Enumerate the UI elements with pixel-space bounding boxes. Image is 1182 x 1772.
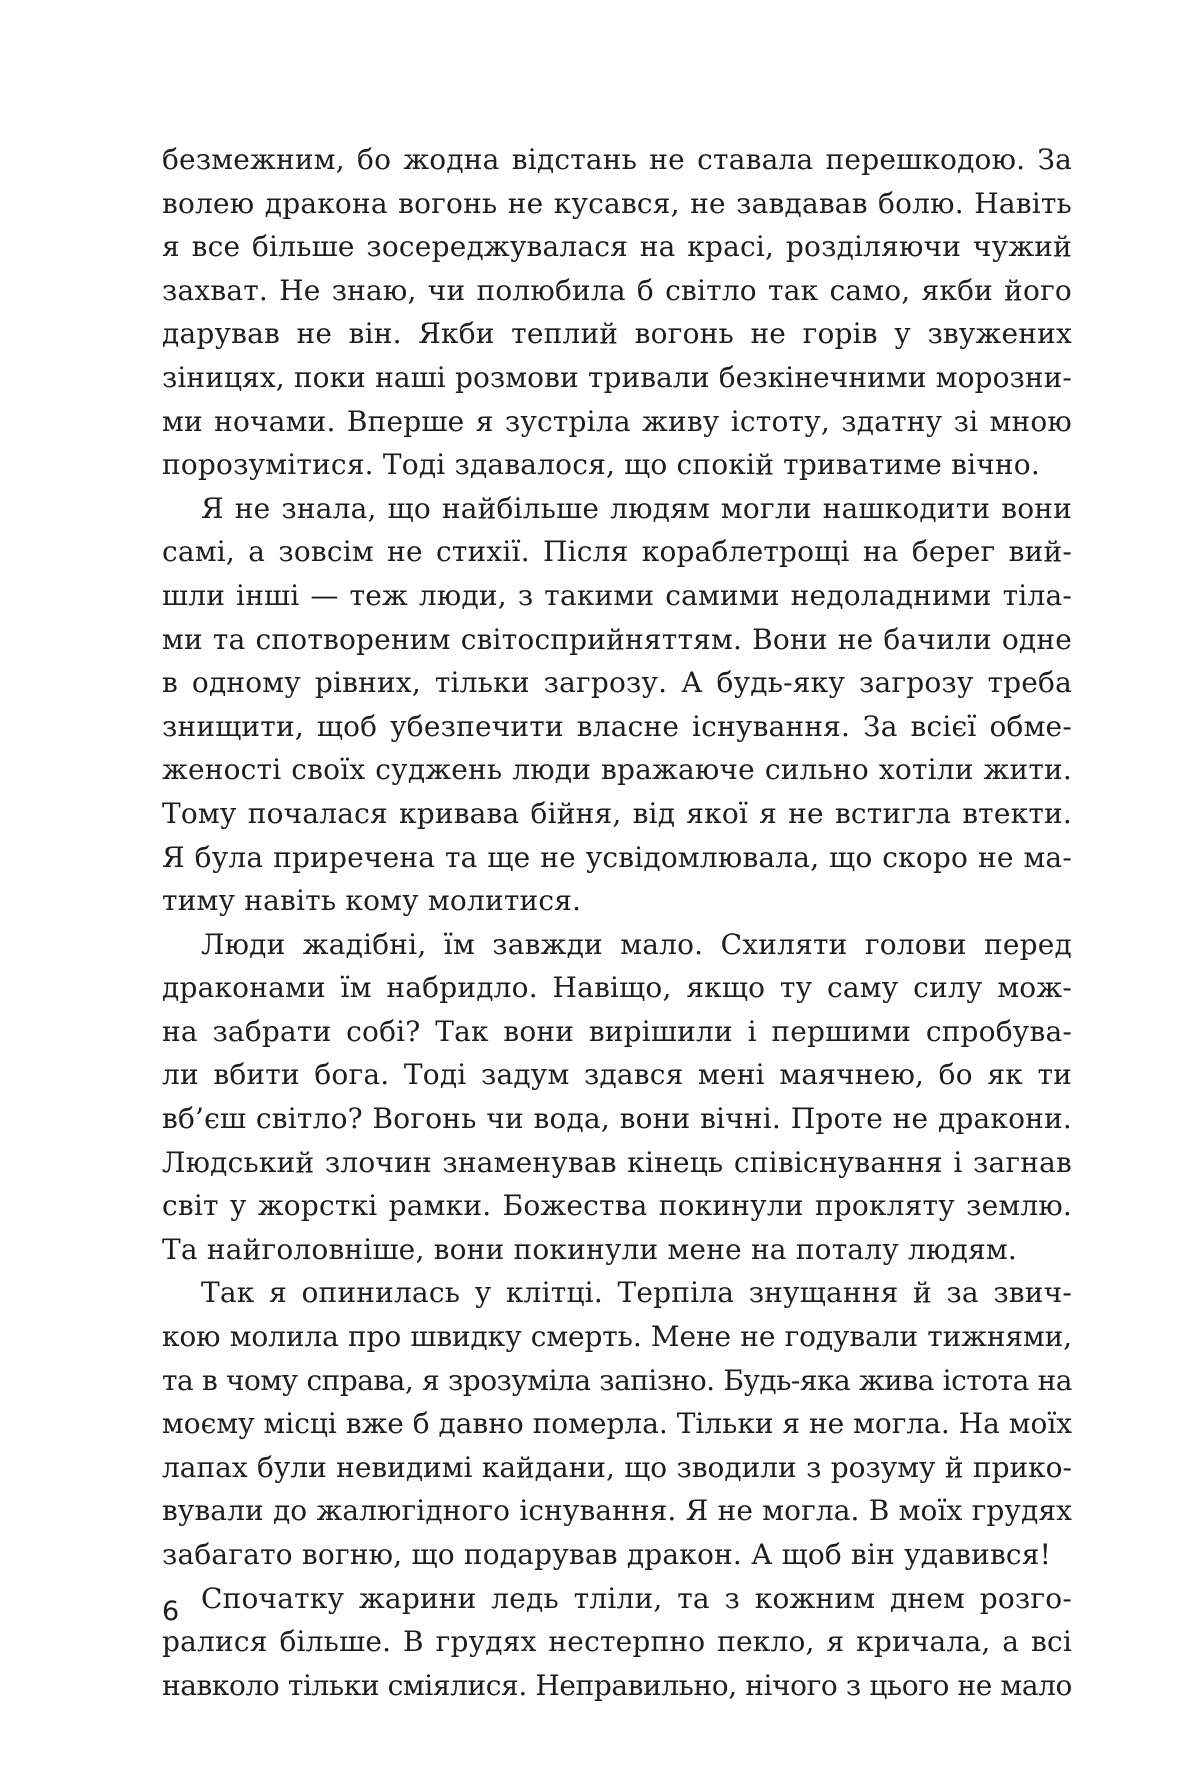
text-line: женості своїх суджень люди вражаюче сильно хотіли жити. bbox=[162, 753, 1072, 787]
text-line: Тому почалася кривава бійня, від якої я не встигла втекти. bbox=[162, 796, 1072, 830]
text-line: волею дракона вогонь не кусався, не завдавав болю. Навіть bbox=[162, 186, 1072, 220]
text-line: Я була приречена та ще не усвідомлювала, що скоро не ма- bbox=[162, 840, 1072, 874]
text-line: світ у жорсткі рамки. Божества покинули прокляту землю. bbox=[162, 1189, 1072, 1223]
body-text bbox=[162, 138, 1072, 1707]
text-line: Спочатку жарини ледь тліли, та з кожним днем розго- bbox=[201, 1581, 1072, 1615]
text-line: самі, а зовсім не стихії. Після кораблетрощі на берег вий- bbox=[162, 535, 1072, 569]
paragraph bbox=[162, 1271, 1072, 1576]
text-line: ли вбити бога. Тоді задум здався мені маячнею, бо як ти bbox=[162, 1058, 1072, 1092]
text-line: драконами їм набридло. Навіщо, якщо ту саму силу мож- bbox=[162, 971, 1072, 1005]
text-line: Та найголовніше, вони покинули мене на поталу людям. bbox=[162, 1232, 1018, 1266]
page-number: 6 bbox=[162, 1596, 180, 1627]
text-line: на забрати собі? Так вони вирішили і першими спробува- bbox=[162, 1014, 1072, 1048]
text-line: Так я опинилась у клітці. Терпіла знущання й за звич- bbox=[201, 1276, 1072, 1310]
text-line: знищити, щоб убезпечити власне існування. За всієї обме- bbox=[162, 709, 1072, 743]
paragraph bbox=[162, 1577, 1072, 1708]
paragraph bbox=[162, 138, 1072, 487]
text-line: порозумітися. Тоді здавалося, що спокій триватиме вічно. bbox=[162, 448, 1040, 482]
text-line: ралися більше. В грудях нестерпно пекло, я кричала, а всі bbox=[162, 1625, 1072, 1659]
paragraph bbox=[162, 923, 1072, 1272]
text-line: вували до жалюгідного існування. Я не могла. В моїх грудях bbox=[162, 1494, 1072, 1528]
text-line: тиму навіть кому молитися. bbox=[162, 884, 582, 918]
text-line: я все більше зосереджувалася на красі, розділяючи чужий bbox=[162, 230, 1072, 264]
text-line: шли інші — теж люди, з такими самими недоладними тіла- bbox=[162, 578, 1072, 612]
text-line: в одному рівних, тільки загрозу. А будь-яку загрозу треба bbox=[162, 666, 1072, 700]
text-line: зіницях, поки наші розмови тривали безкінечними морозни- bbox=[162, 360, 1072, 394]
text-line: та в чому справа, я зрозуміла запізно. Будь-яка жива істота на bbox=[162, 1363, 1072, 1397]
text-line: захват. Не знаю, чи полюбила б світло так само, якби його bbox=[162, 273, 1072, 307]
text-line: Люди жадібні, їм завжди мало. Схиляти голови перед bbox=[201, 927, 1072, 961]
text-line: кою молила про швидку смерть. Мене не годували тижнями, bbox=[162, 1320, 1072, 1354]
text-line: дарував не він. Якби теплий вогонь не горів у звужених bbox=[162, 317, 1072, 351]
text-line: Я не знала, що найбільше людям могли нашкодити вони bbox=[201, 491, 1072, 525]
text-line: Людський злочин знаменував кінець співіснування і загнав bbox=[162, 1145, 1072, 1179]
text-line: лапах були невидимі кайдани, що зводили з розуму й прико- bbox=[162, 1450, 1072, 1484]
text-line: вб’єш світло? Вогонь чи вода, вони вічні. Проте не дракони. bbox=[162, 1102, 1072, 1136]
text-line: ми та спотвореним світосприйняттям. Вони не бачили одне bbox=[162, 622, 1072, 656]
text-line: моєму місці вже б давно померла. Тільки я не могла. На моїх bbox=[162, 1407, 1073, 1441]
text-line: навколо тільки сміялися. Неправильно, нічого з цього не мало bbox=[162, 1668, 1072, 1702]
text-line: ми ночами. Вперше я зустріла живу істоту, здатну зі мною bbox=[162, 404, 1072, 438]
paragraph bbox=[162, 487, 1072, 923]
text-line: забагато вогню, що подарував дракон. А щоб він удавився! bbox=[162, 1538, 1052, 1571]
text-line: безмежним, бо жодна відстань не ставала перешкодою. За bbox=[162, 143, 1072, 176]
